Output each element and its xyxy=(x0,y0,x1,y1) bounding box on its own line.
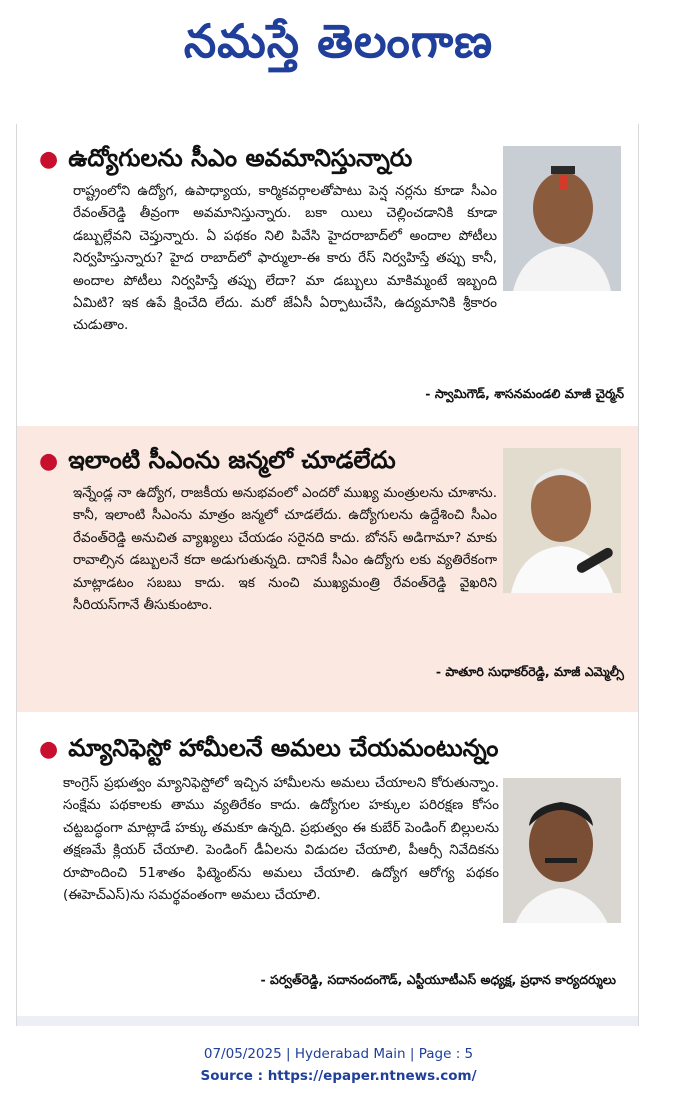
page-source-link: Source : https://epaper.ntnews.com/ xyxy=(200,1068,477,1084)
story-headline-text: మ్యానిఫెస్టో హామీలనే అమలు చేయమంటున్నం xyxy=(68,734,499,762)
portrait-photo xyxy=(503,146,621,291)
story-headline xyxy=(39,732,638,766)
news-clipping xyxy=(16,124,639,1026)
story-body: ఇన్నేండ్ల నా ఉద్యోగ, రాజకీయ అనుభవంలో ఎందరో ముఖ్య మంత్రులను చూశాను. కానీ, ఇలాంటి సీఎంను మాత్రం జన్మలో చూడలేదు. ఉద్యోగులను ఉద్దేశించి సీఎం రేవంత్‌రెడ్డి అనుచిత వ్యాఖ్యలు చేయడం సరైనది కాదు. బోనస్‌ అడిగామా? మాకు రావాల్సిన డబ్బులనే కదా అడుగుతున్నది. దానికే సీఎం ఉద్యోగు లకు వ్యతిరేకంగా మాట్లాడటం సబబు కాదు. ఇక నుంచి ముఖ్యమంత్రి రేవంత్‌రెడ్డి వైఖరిని సీరియస్‌గానే తీసుకుంటాం. xyxy=(73,485,497,614)
story-swamy-goud xyxy=(17,124,638,424)
bullet-icon: ● xyxy=(39,147,59,172)
masthead-title: నమస్తే తెలంగాణ xyxy=(183,14,494,68)
story-byline: - పర్వత్‌రెడ్డి, సదానందంగౌడ్‌, ఎస్టీయూటీఎస్‌ అధ్యక్ష, ప్రధాన కార్యదర్శులు xyxy=(260,972,616,987)
story-pathuri-sudhakar-reddy xyxy=(17,426,638,712)
portrait-photo xyxy=(503,778,621,923)
clipping-bottom-strip xyxy=(17,1016,638,1026)
story-body: కాంగ్రెస్‌ ప్రభుత్వం మ్యానిఫెస్టోలో ఇచ్చిన హామీలను అమలు చేయాలని కోరుతున్నాం. సంక్షేమ పథకాలకు తాము వ్యతిరేకం కాదు. ఉద్యోగుల హక్కుల పరిరక్షణ కోసం చట్టబద్ధంగా మాట్లాడే హక్కు తమకూ ఉన్నది. ప్రభుత్వం ఈ కుబేర్‌ పెండింగ్‌ బిల్లులను తక్షణమే క్లియర్‌ చేయాలి. పెండింగ్‌ డీఏలను విడుదల చేయాలి, పీఆర్సీ నివేదికను రూపొందించి 51శాతం ఫిట్మెంట్‌ను అమలు చేయాలి. ఉద్యోగ ఆరోగ్య పథకం (ఈహెచ్‌ఎస్‌)ను సమర్థవంతంగా అమలు చేయాలి. xyxy=(63,775,499,904)
story-headline xyxy=(39,444,509,478)
story-parvath-reddy xyxy=(17,714,638,1014)
story-body: రాష్ట్రంలోని ఉద్యోగ, ఉపాధ్యాయ, కార్మికవర్గాలతోపాటు పెన్ష నర్లను కూడా సీఎం రేవంత్‌రెడ్డి తీవ్రంగా అవమానిస్తున్నారు. బకా యిలు చెల్లించడానికి కూడా డబ్బుల్లేవని చెప్తున్నారు. ఏ పథకం నిలి పివేసి హైదరాబాద్‌లో అందాల పోటీలు నిర్వహిస్తున్నారు? హైద రాబాద్‌లో ఫార్ములా-ఈ కారు రేస్‌ నిర్వహిస్తే తప్పు కానీ, అందాల పోటీలు నిర్వహిస్తే తప్పు లేదా? మా డబ్బులు మాకిమ్మంటే ఇబ్బంది ఏమిటి? ఇక ఉపే క్షించేది లేదు. మరో జేఏసీ ఏర్పాటుచేసి, ఉద్యమానికి శ్రీకారం చుడుతాం. xyxy=(73,183,497,334)
story-byline: - స్వామిగౌడ్‌, శాసనమండలి మాజీ చైర్మన్‌ xyxy=(425,386,624,401)
story-headline xyxy=(39,142,509,176)
story-headline-text: ఇలాంటి సీఎంను జన్మలో చూడలేదు xyxy=(68,446,396,474)
bullet-icon: ● xyxy=(39,737,59,762)
story-byline: - పాతూరి సుధాకర్‌రెడ్డి, మాజీ ఎమ్మెల్సీ xyxy=(435,664,624,679)
page-date-edition: 07/05/2025 | Hyderabad Main | Page : 5 xyxy=(203,1046,474,1062)
story-headline-text: ఉద్యోగులను సీఎం అవమానిస్తున్నారు xyxy=(68,144,413,172)
bullet-icon: ● xyxy=(39,449,59,474)
portrait-photo xyxy=(503,448,621,593)
